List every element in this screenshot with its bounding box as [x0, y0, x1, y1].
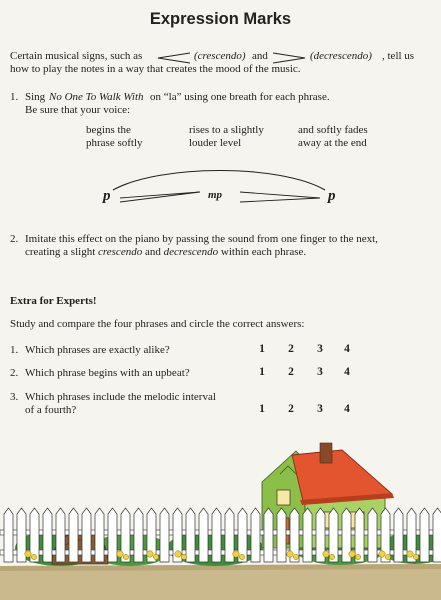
fence-picket: [56, 508, 65, 562]
flower: [239, 554, 244, 559]
decrescendo-term: (decrescendo): [310, 50, 372, 62]
flower: [385, 554, 390, 559]
fence-picket: [368, 508, 377, 562]
extra-instruction: Study and compare the four phrases and circle the correct answers:: [10, 318, 305, 330]
phrase-slur: [113, 171, 325, 191]
fence-picket: [199, 508, 208, 562]
fence-picket: [82, 508, 91, 562]
q2-answer-1[interactable]: 1: [259, 366, 265, 378]
dynamics-diagram: [80, 160, 360, 215]
item1-line-2: Be sure that your voice:: [25, 104, 131, 116]
item1-number: 1.: [10, 91, 19, 103]
question-1-text: Which phrases are exactly alike?: [25, 344, 170, 356]
flower: [123, 554, 128, 559]
intro-text-end: , tell us: [382, 50, 415, 62]
q3-answer-1[interactable]: 1: [259, 403, 265, 415]
fence-picket: [251, 508, 260, 562]
dynamic-p-start: p: [103, 188, 111, 204]
item1-text-a: Sing: [25, 91, 46, 103]
fence-picket: [95, 508, 104, 562]
flower: [147, 551, 153, 557]
fence-picket: [186, 508, 195, 562]
flower: [117, 551, 123, 557]
question-3-text-line2: of a fourth?: [25, 404, 77, 416]
flower: [349, 551, 355, 557]
flower: [153, 554, 158, 559]
fence-picket: [69, 508, 78, 562]
flower: [407, 551, 413, 557]
item2-and: and: [144, 246, 161, 258]
crescendo-hairpin: [120, 192, 200, 202]
flower: [355, 554, 360, 559]
crescendo-term: (crescendo): [194, 50, 246, 62]
flower: [175, 551, 181, 557]
fence-picket: [433, 508, 441, 562]
q1-answer-2[interactable]: 2: [288, 343, 294, 355]
item2-line-2: [25, 246, 306, 259]
fence-picket: [420, 508, 429, 562]
fence-picket: [108, 508, 117, 562]
q2-answer-4[interactable]: 4: [344, 366, 350, 378]
dynamic-mp: mp: [208, 189, 223, 201]
fence-picket: [277, 508, 286, 562]
intro-and: and: [252, 50, 268, 62]
voice-col1-line2: phrase softly: [86, 137, 143, 149]
voice-col2-line2: louder level: [189, 137, 242, 149]
page-title: Expression Marks: [149, 10, 292, 28]
fence-picket: [303, 508, 312, 562]
fence-picket: [329, 508, 338, 562]
voice-col3-line2: away at the end: [298, 137, 367, 149]
flower: [293, 554, 298, 559]
fence-picket: [160, 508, 169, 562]
item2-line2-a: creating a slight: [25, 246, 96, 258]
voice-col1-line1: begins the: [86, 124, 131, 136]
q1-answer-1[interactable]: 1: [259, 343, 265, 355]
picket-fence: [0, 508, 441, 562]
q2-answer-2[interactable]: 2: [288, 366, 294, 378]
fence-picket: [134, 508, 143, 562]
flower: [287, 551, 293, 557]
voice-col3-line1: and softly fades: [298, 124, 368, 136]
decrescendo-hairpin: [240, 192, 320, 202]
ground: [0, 564, 441, 600]
song-title: No One To Walk With: [49, 91, 144, 103]
flower: [25, 551, 31, 557]
q3-answer-2[interactable]: 2: [288, 403, 294, 415]
flower: [379, 551, 385, 557]
house-fence-illustration: [0, 438, 441, 600]
intro-text-start: Certain musical signs, such as: [10, 50, 143, 62]
q3-answer-3[interactable]: 3: [317, 403, 323, 415]
fence-picket: [264, 508, 273, 562]
q2-answer-3[interactable]: 3: [317, 366, 323, 378]
item1-text-b: on “la” using one breath for each phrase.: [150, 91, 330, 103]
item2-decrescendo: decrescendo: [163, 246, 219, 258]
dynamic-p-end: p: [328, 188, 336, 204]
voice-col2-line1: rises to a slightly: [189, 124, 264, 136]
flower: [329, 554, 334, 559]
intro-line-2: how to play the notes in a way that creates the mood of the music.: [10, 63, 301, 75]
question-1-number: 1.: [10, 344, 19, 356]
q3-answer-4[interactable]: 4: [344, 403, 350, 415]
flower: [323, 551, 329, 557]
question-3-text-line1: Which phrases include the melodic interval: [25, 391, 216, 403]
item2-crescendo: crescendo: [98, 246, 143, 258]
flower: [181, 554, 186, 559]
fence-picket: [43, 508, 52, 562]
question-2-text: Which phrase begins with an upbeat?: [25, 367, 190, 379]
item2-number: 2.: [10, 233, 19, 245]
flower: [413, 554, 418, 559]
item2-line2-b: within each phrase.: [220, 246, 307, 258]
fence-picket: [394, 508, 403, 562]
flower: [233, 551, 239, 557]
question-2-number: 2.: [10, 367, 19, 379]
fence-picket: [355, 508, 364, 562]
q1-answer-4[interactable]: 4: [344, 343, 350, 355]
item2-line-1: Imitate this effect on the piano by passing the sound from one finger to the next,: [25, 233, 378, 245]
q1-answer-3[interactable]: 3: [317, 343, 323, 355]
question-3-number: 3.: [10, 391, 19, 403]
flower: [31, 554, 36, 559]
extra-heading: Extra for Experts!: [10, 295, 97, 307]
fence-picket: [212, 508, 221, 562]
fence-picket: [4, 508, 13, 562]
